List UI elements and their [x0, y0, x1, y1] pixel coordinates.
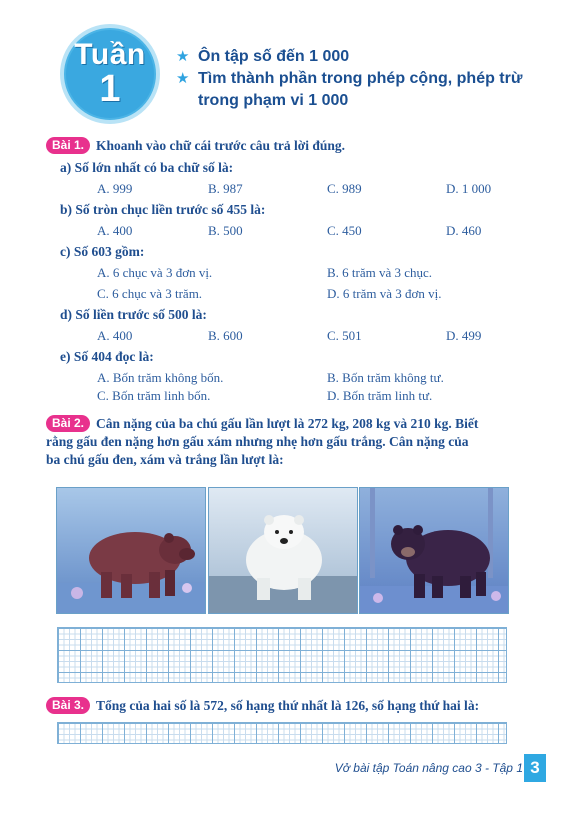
topic-2-text-continued: trong phạm vi 1 000 [198, 92, 349, 109]
option-d-A: A. 400 [97, 328, 133, 343]
bai2-line-1: Cân nặng của ba chú gấu lần lượt là 272 kg, 208 kg và 210 kg. Biết [96, 416, 479, 431]
option-a-C: C. 989 [327, 181, 362, 196]
option-b-D: D. 460 [446, 223, 482, 238]
option-e-B: B. Bốn trăm không tư. [327, 370, 444, 385]
question-a: a) Số lớn nhất có ba chữ số là: [60, 160, 234, 175]
option-e-C: C. Bốn trăm linh bốn. [97, 388, 211, 403]
black-bear-photo [359, 487, 509, 614]
option-b-A: A. 400 [97, 223, 133, 238]
polar-bear-image [209, 488, 358, 614]
page-number: 3 [524, 754, 546, 782]
option-a-A: A. 999 [97, 181, 133, 196]
week-badge-inner [66, 30, 154, 118]
option-b-C: C. 450 [327, 223, 362, 238]
question-b: b) Số tròn chục liền trước số 455 là: [60, 202, 266, 217]
star-icon: ★ [176, 48, 190, 65]
bai3-answer-grid[interactable] [57, 722, 507, 744]
topic-1-text: Ôn tập số đến 1 000 [198, 48, 350, 65]
option-c-C: C. 6 chục và 3 trăm. [97, 286, 203, 301]
option-b-B: B. 500 [208, 223, 243, 238]
topic-2-continued [176, 90, 556, 112]
question-c: c) Số 603 gồm: [60, 244, 145, 259]
option-c-A: A. 6 chục và 3 đơn vị. [97, 265, 213, 280]
black-bear-image [360, 488, 509, 614]
star-icon: ★ [176, 70, 190, 87]
option-d-D: D. 499 [446, 328, 482, 343]
bai2-line-3: ba chú gấu đen, xám và trắng lần lượt là: [46, 452, 284, 467]
option-e-D: D. Bốn trăm linh tư. [327, 388, 433, 403]
bai3-text [46, 697, 479, 715]
question-d: d) Số liền trước số 500 là: [60, 307, 207, 322]
option-c-D: D. 6 trăm và 3 đơn vị. [327, 286, 442, 301]
polar-bear-photo [208, 487, 358, 614]
bai2-line-2: rằng gấu đen nặng hơn gấu xám nhưng nhẹ hơn gấu trắng. Cân nặng của [46, 434, 469, 449]
bai2-text [46, 415, 536, 433]
book-title: Vở bài tập Toán nâng cao 3 - Tập 1 [334, 761, 523, 775]
option-a-D: D. 1 000 [446, 181, 492, 196]
bai2-label: Bài 2. [46, 415, 90, 432]
bai3-label: Bài 3. [46, 697, 90, 714]
option-e-A: A. Bốn trăm không bốn. [97, 370, 224, 385]
brown-bear-image [57, 488, 206, 614]
option-c-B: B. 6 trăm và 3 chục. [327, 265, 433, 280]
option-a-B: B. 987 [208, 181, 243, 196]
bai3-question: Tổng của hai số là 572, số hạng thứ nhất là 126, số hạng thứ hai là: [96, 698, 480, 713]
topic-2-text: Tìm thành phần trong phép cộng, phép trừ [198, 70, 523, 87]
bai1-instruction: Khoanh vào chữ cái trước câu trả lời đúng. [96, 138, 346, 153]
bai1-heading [46, 137, 345, 155]
option-d-C: C. 501 [327, 328, 362, 343]
topic-2 [176, 68, 556, 90]
week-number: 1 [99, 68, 121, 110]
lesson-topics [176, 46, 556, 112]
bai1-label: Bài 1. [46, 137, 90, 154]
bear-photos [56, 487, 509, 614]
option-d-B: B. 600 [208, 328, 243, 343]
week-word: Tuần [74, 38, 146, 71]
question-e: e) Số 404 đọc là: [60, 349, 154, 364]
week-badge [60, 24, 160, 124]
brown-bear-photo [56, 487, 206, 614]
topic-1 [176, 46, 556, 68]
bai2-answer-grid[interactable] [57, 627, 507, 683]
